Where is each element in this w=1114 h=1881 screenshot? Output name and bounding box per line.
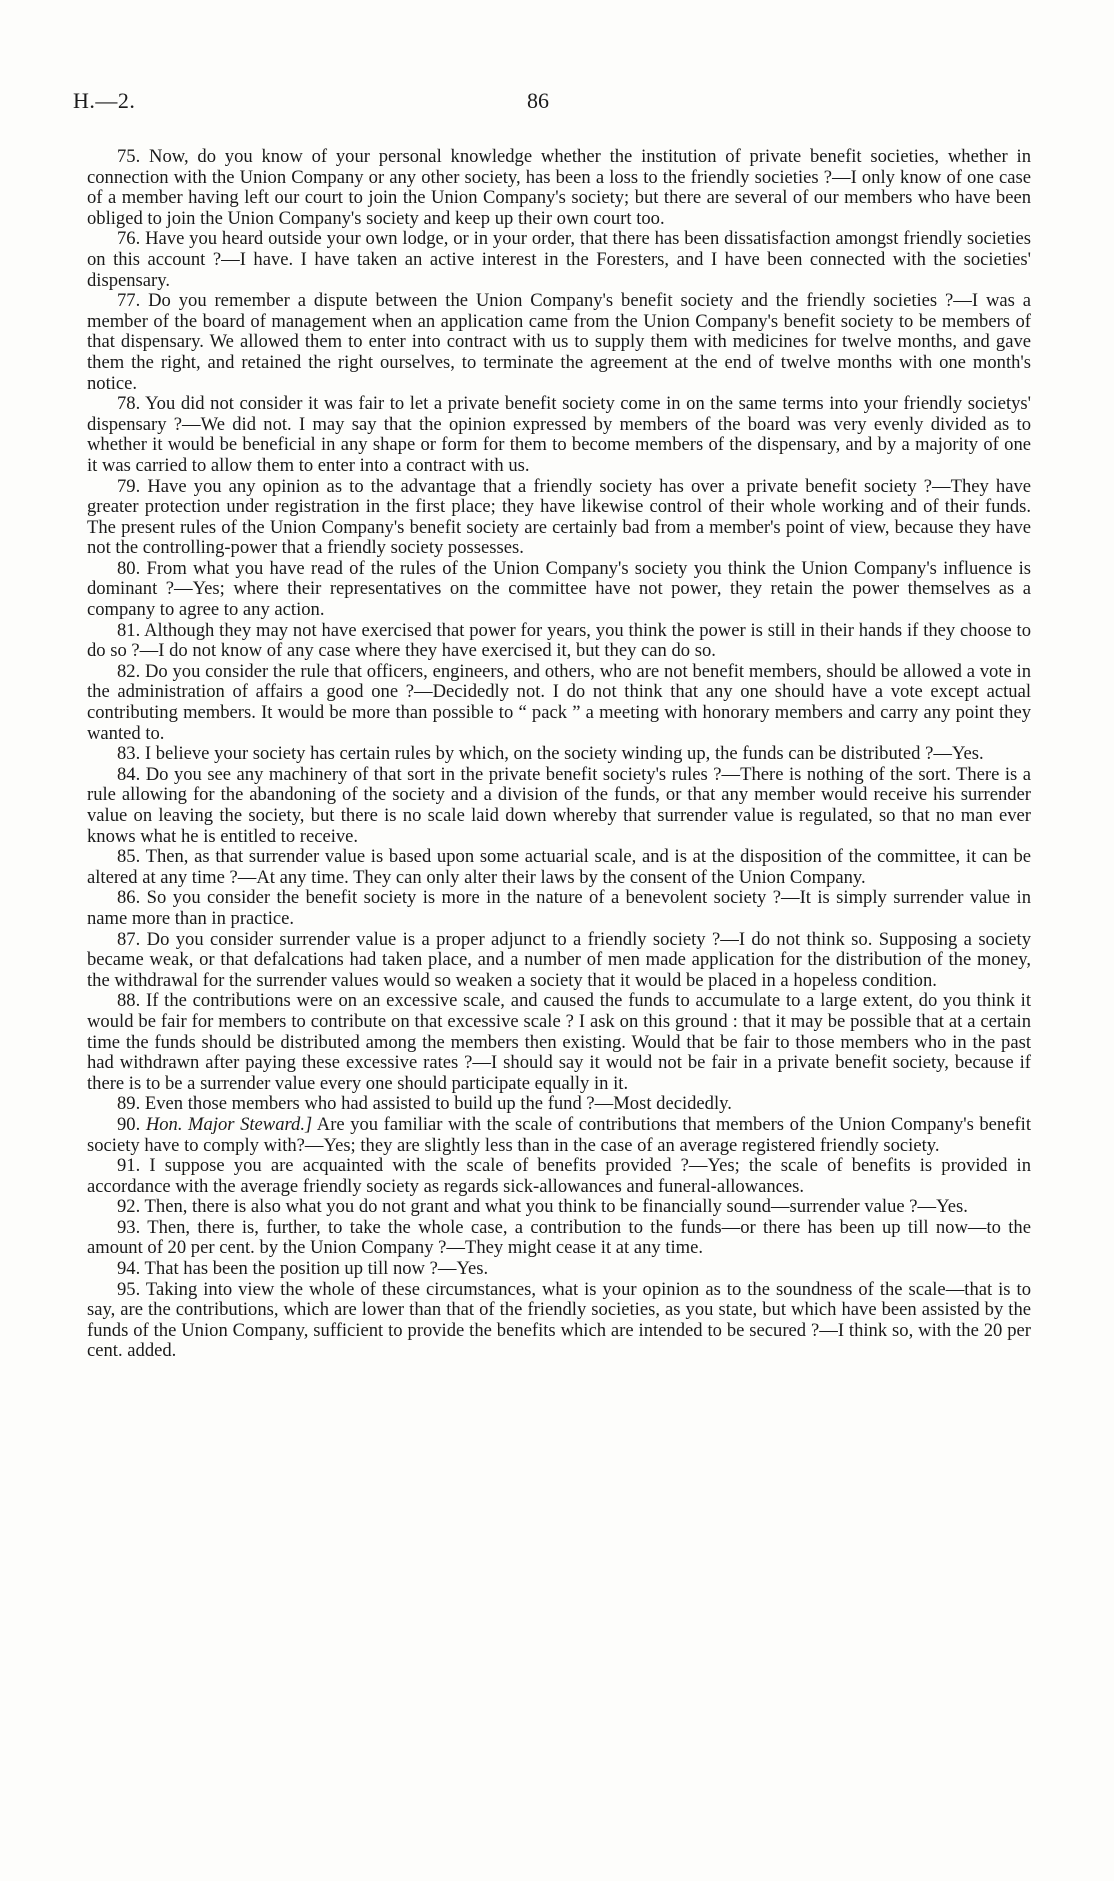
paragraph-79: 79. Have you any opinion as to the advantage that a friendly society has over a private benefit society ?—They have greater protection under registration in the first place; they have likewise control of their whole working and of their funds. The present rules of the Union Company's benefit society are certainly bad from a member's point of view, because they have not the controlling-power that a friendly society possesses. [87, 475, 1031, 559]
page-header [0, 88, 1114, 118]
paragraph-77: 77. Do you remember a dispute between the Union Company's benefit society and the friendly societies ?—I was a member of the board of management when an application came from the Union Company's benefit society to be members of that dispensary. We allowed them to enter into contract with us to supply them with medicines for twelve months, and gave them the right, and retained the right ourselves, to terminate the agreement at the end of twelve months with one month's notice. [87, 290, 1031, 394]
page-number: 86 [527, 88, 549, 113]
paragraph-80: 80. From what you have read of the rules of the Union Company's society you think the Union Company's influence is dominant ?—Yes; where their representatives on the committee have not power, they retain the power themselves as a company to agree to any action. [87, 557, 1031, 621]
page-body [87, 147, 1031, 1362]
paragraph-93: 93. Then, there is, further, to take the whole case, a contribution to the funds—or there has been up till now—to the amount of 20 per cent. by the Union Company ?—They might cease it at any time. [87, 1216, 1031, 1259]
paragraph-89: 89. Even those members who had assisted to build up the fund ?—Most decidedly. [117, 1093, 732, 1115]
paragraph-82: 82. Do you consider the rule that officers, engineers, and others, who are not benefit members, should be allowed a vote in the administration of affairs a good one ?—Decidedly not. I do not think that any one should have a vote except actual contributing members. It would be more than possible to “ pack ” a meeting with honorary members and carry any point they wanted to. [87, 660, 1031, 744]
paragraph-86: 86. So you consider the benefit society is more in the nature of a benevolent society ?—It is simply surrender value in name more than in practice. [87, 887, 1031, 929]
paragraph-90 [87, 1115, 1031, 1156]
paragraph-76: 76. Have you heard outside your own lodge, or in your order, that there has been dissatisfaction amongst friendly societies on this account ?—I have. I have taken an active interest in the Foresters, and I have been connected with the societies' dispensary. [87, 228, 1031, 291]
paragraph-81: 81. Although they may not have exercised that power for years, you think the power is still in their hands if they choose to do so ?—I do not know of any case where they have exercised it, but they can do so. [87, 619, 1031, 662]
paragraph-text: Are you familiar with the scale of contributions that members of the Union Company's benefit society have to comply with?—Yes; they are slightly less than in the case of an average registered friendly society. [87, 1113, 1032, 1156]
paragraph-83: 83. I believe your society has certain rules by which, on the society winding up, the funds can be distributed ?—Yes. [117, 743, 984, 765]
paragraph-87: 87. Do you consider surrender value is a proper adjunct to a friendly society ?—I do not think so. Supposing a society became weak, or that defalcations had taken place, and a number of men made application for the distribution of the money, the withdrawal for the surrender values would so weaken a society that it would be placed in a hopeless condition. [87, 928, 1031, 991]
paragraph-91: 91. I suppose you are acquainted with the scale of benefits provided ?—Yes; the scale of benefits is provided in accordance with the average friendly society as regards sick-allowances and funeral-allowances. [87, 1155, 1031, 1197]
document-reference: H.—2. [73, 88, 136, 113]
paragraph-95: 95. Taking into view the whole of these circumstances, what is your opinion as to the soundness of the scale—that is to say, are the contributions, which are lower than that of the friendly societies, as you state, but which have been assisted by the funds of the Union Company, sufficient to provide the benefits which are intended to be secured ?—I think so, with the 20 per cent. added. [87, 1278, 1031, 1362]
paragraph-92: 92. Then, there is also what you do not grant and what you think to be financially sound—surrender value ?—Yes. [117, 1196, 968, 1218]
paragraph-85: 85. Then, as that surrender value is based upon some actuarial scale, and is at the disposition of the committee, it can be altered at any time ?—At any time. They can only alter their laws by the consent of the Union Company. [87, 846, 1031, 888]
paragraph-75: 75. Now, do you know of your personal knowledge whether the institution of private benefit societies, whether in connection with the Union Company or any other society, has been a loss to the friendly societies ?—I only know of one case of a member having left our court to join the Union Company's society; but there are several of our members who have been obliged to join the Union Company's society and keep up their own court too. [87, 146, 1031, 229]
paragraph-94: 94. That has been the position up till now ?—Yes. [117, 1258, 489, 1280]
paragraph-84: 84. Do you see any machinery of that sort in the private benefit society's rules ?—There is nothing of the sort. There is a rule allowing for the abandoning of the society and a division of the funds, or that any member would receive his surrender value on leaving the society, but there is no scale laid down whereby that surrender value is regulated, so that no man ever knows what he is entitled to receive. [87, 763, 1031, 847]
speaker-name: Hon. Major Steward.] [145, 1113, 313, 1135]
paragraph-number: 90. [117, 1113, 146, 1135]
paragraph-88: 88. If the contributions were on an excessive scale, and caused the funds to accumulate to a large extent, do you think it would be fair for members to contribute on that excessive scale ? I ask on this ground : that it may be possible that at a certain time the funds should be distributed among the members then existing. Would that be fair to those members who in the past had withdrawn after paying these excessive rates ?—I should say it would not be fair in a private benefit society, because if there is to be a surrender value every one should participate equally in it. [87, 990, 1031, 1094]
paragraph-78: 78. You did not consider it was fair to let a private benefit society come in on the same terms into your friendly societys' dispensary ?—We did not. I may say that the opinion expressed by members of the board was very evenly divided as to whether it would be beneficial in any shape or form for them to become members of the dispensary, and by a majority of one it was carried to allow them to enter into a contract with us. [87, 393, 1031, 476]
